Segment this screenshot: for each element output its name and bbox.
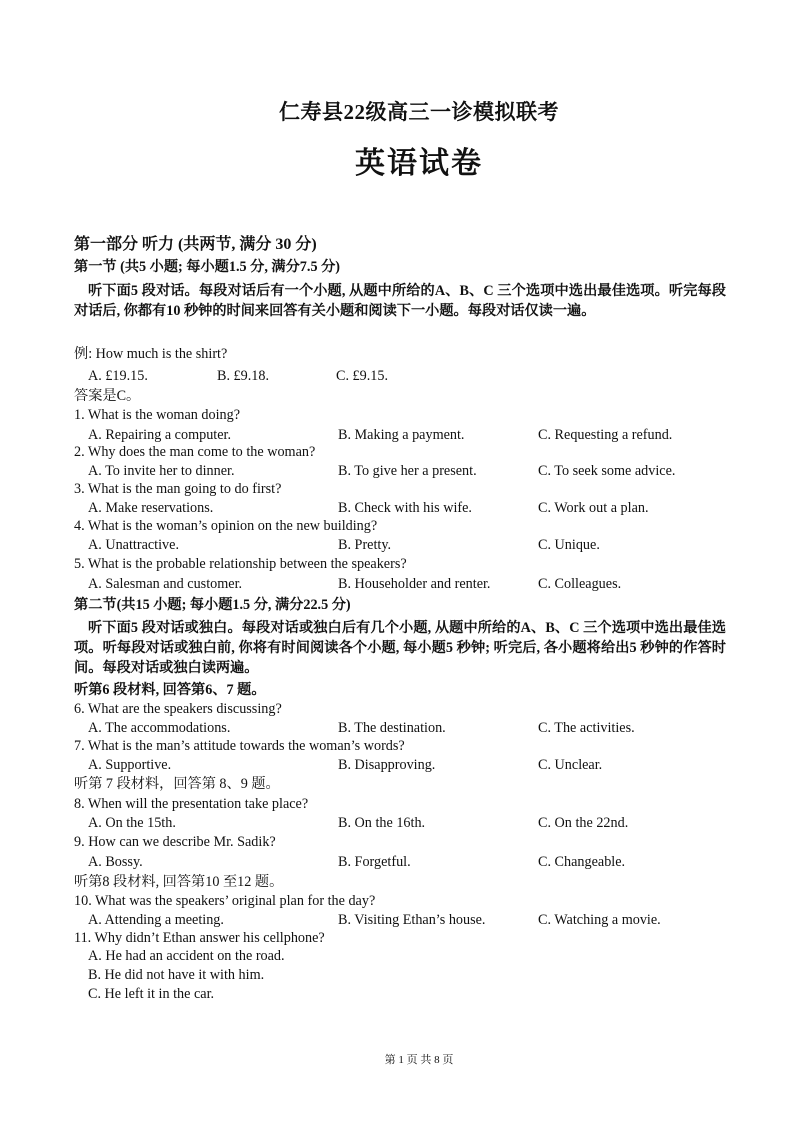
question-4-option-a: A. Unattractive. (88, 537, 179, 553)
question-4-option-b: B. Pretty. (338, 537, 392, 553)
part1-heading: 第一部分 听力 (共两节, 满分 30 分) (74, 236, 317, 253)
example-answer: 答案是C。 (74, 388, 141, 404)
question-3-option-c: C. Work out a plan. (538, 500, 649, 516)
question-10-option-a: A. Attending a meeting. (88, 912, 224, 928)
question-3-option-a: A. Make reservations. (88, 500, 214, 516)
section1-heading: 第一节 (共5 小题; 每小题1.5 分, 满分7.5 分) (74, 259, 341, 275)
question-9-option-a: A. Bossy. (88, 854, 143, 870)
example-option-a: A. £19.15. (88, 368, 148, 384)
material-6-heading: 听第6 段材料, 回答第6、7 题。 (74, 682, 266, 698)
question-5-option-c: C. Colleagues. (538, 576, 622, 592)
question-6-option-c: C. The activities. (538, 720, 635, 736)
question-7-option-a: A. Supportive. (88, 757, 172, 773)
question-2-option-b: B. To give her a present. (338, 463, 477, 479)
question-2-option-a: A. To invite her to dinner. (88, 463, 235, 479)
question-5-option-a: A. Salesman and customer. (88, 576, 243, 592)
example-option-b: B. £9.18. (217, 368, 270, 384)
question-9-option-c: C. Changeable. (538, 854, 626, 870)
section2-heading: 第二节(共15 小题; 每小题1.5 分, 满分22.5 分) (74, 597, 351, 613)
exam-title: 仁寿县22级高三一诊模拟联考 (279, 100, 559, 124)
question-11-option-c: C. He left it in the car. (88, 986, 215, 1002)
question-11: 11. Why didn’t Ethan answer his cellphone? (74, 930, 325, 946)
material-7-heading: 听第 7 段材料，回答第 8、9 题。 (74, 776, 280, 792)
question-4: 4. What is the woman’s opinion on the new building? (74, 518, 378, 534)
question-8-option-a: A. On the 15th. (88, 815, 176, 831)
example-question: 例: How much is the shirt? (74, 346, 228, 362)
question-10-option-c: C. Watching a movie. (538, 912, 661, 928)
question-1-option-a: A. Repairing a computer. (88, 427, 232, 443)
question-9-option-b: B. Forgetful. (338, 854, 411, 870)
material-8-heading: 听第8 段材料, 回答第10 至12 题。 (74, 874, 284, 890)
question-3-option-b: B. Check with his wife. (338, 500, 472, 516)
question-8-option-c: C. On the 22nd. (538, 815, 629, 831)
question-7-option-b: B. Disapproving. (338, 757, 436, 773)
page-number: 第 1 页 共 8 页 (384, 1054, 454, 1066)
question-8: 8. When will the presentation take place? (74, 796, 309, 812)
question-1: 1. What is the woman doing? (74, 407, 241, 423)
example-option-c: C. £9.15. (336, 368, 389, 384)
question-11-option-a: A. He had an accident on the road. (88, 948, 285, 964)
question-6: 6. What are the speakers discussing? (74, 701, 282, 717)
question-7: 7. What is the man’s attitude towards the woman’s words? (74, 738, 405, 754)
question-4-option-c: C. Unique. (538, 537, 600, 553)
question-1-option-b: B. Making a payment. (338, 427, 465, 443)
question-10: 10. What was the speakers’ original plan for the day? (74, 893, 376, 909)
question-10-option-b: B. Visiting Ethan’s house. (338, 912, 486, 928)
section1-instructions: 听下面5 段对话。每段对话后有一个小题, 从题中所给的A、B、C 三个选项中选出最佳选项。听完每段对话后, 你都有10 秒钟的时间来回答有关小题和阅读下一小题。每段对话仅读一遍。 (74, 283, 726, 319)
question-6-option-b: B. The destination. (338, 720, 446, 736)
question-2-option-c: C. To seek some advice. (538, 463, 676, 479)
section2-instructions: 听下面5 段对话或独白。每段对话或独白后有几个小题, 从题中所给的A、B、C 三个选项中选出最佳选项。听每段对话或独白前, 你将有时间阅读各个小题, 每小题5 秒钟; 听完后, 各小题将给出5 秒钟的作答时间。每段对话或独白读两遍。 (74, 620, 726, 676)
question-9: 9. How can we describe Mr. Sadik? (74, 834, 276, 850)
question-6-option-a: A. The accommodations. (88, 720, 231, 736)
question-5-option-b: B. Householder and renter. (338, 576, 491, 592)
question-7-option-c: C. Unclear. (538, 757, 603, 773)
question-3: 3. What is the man going to do first? (74, 481, 282, 497)
question-5: 5. What is the probable relationship between the speakers? (74, 556, 407, 572)
exam-subject-title: 英语试卷 (355, 147, 483, 180)
question-2: 2. Why does the man come to the woman? (74, 444, 316, 460)
question-8-option-b: B. On the 16th. (338, 815, 426, 831)
question-11-option-b: B. He did not have it with him. (88, 967, 265, 983)
question-1-option-c: C. Requesting a refund. (538, 427, 673, 443)
